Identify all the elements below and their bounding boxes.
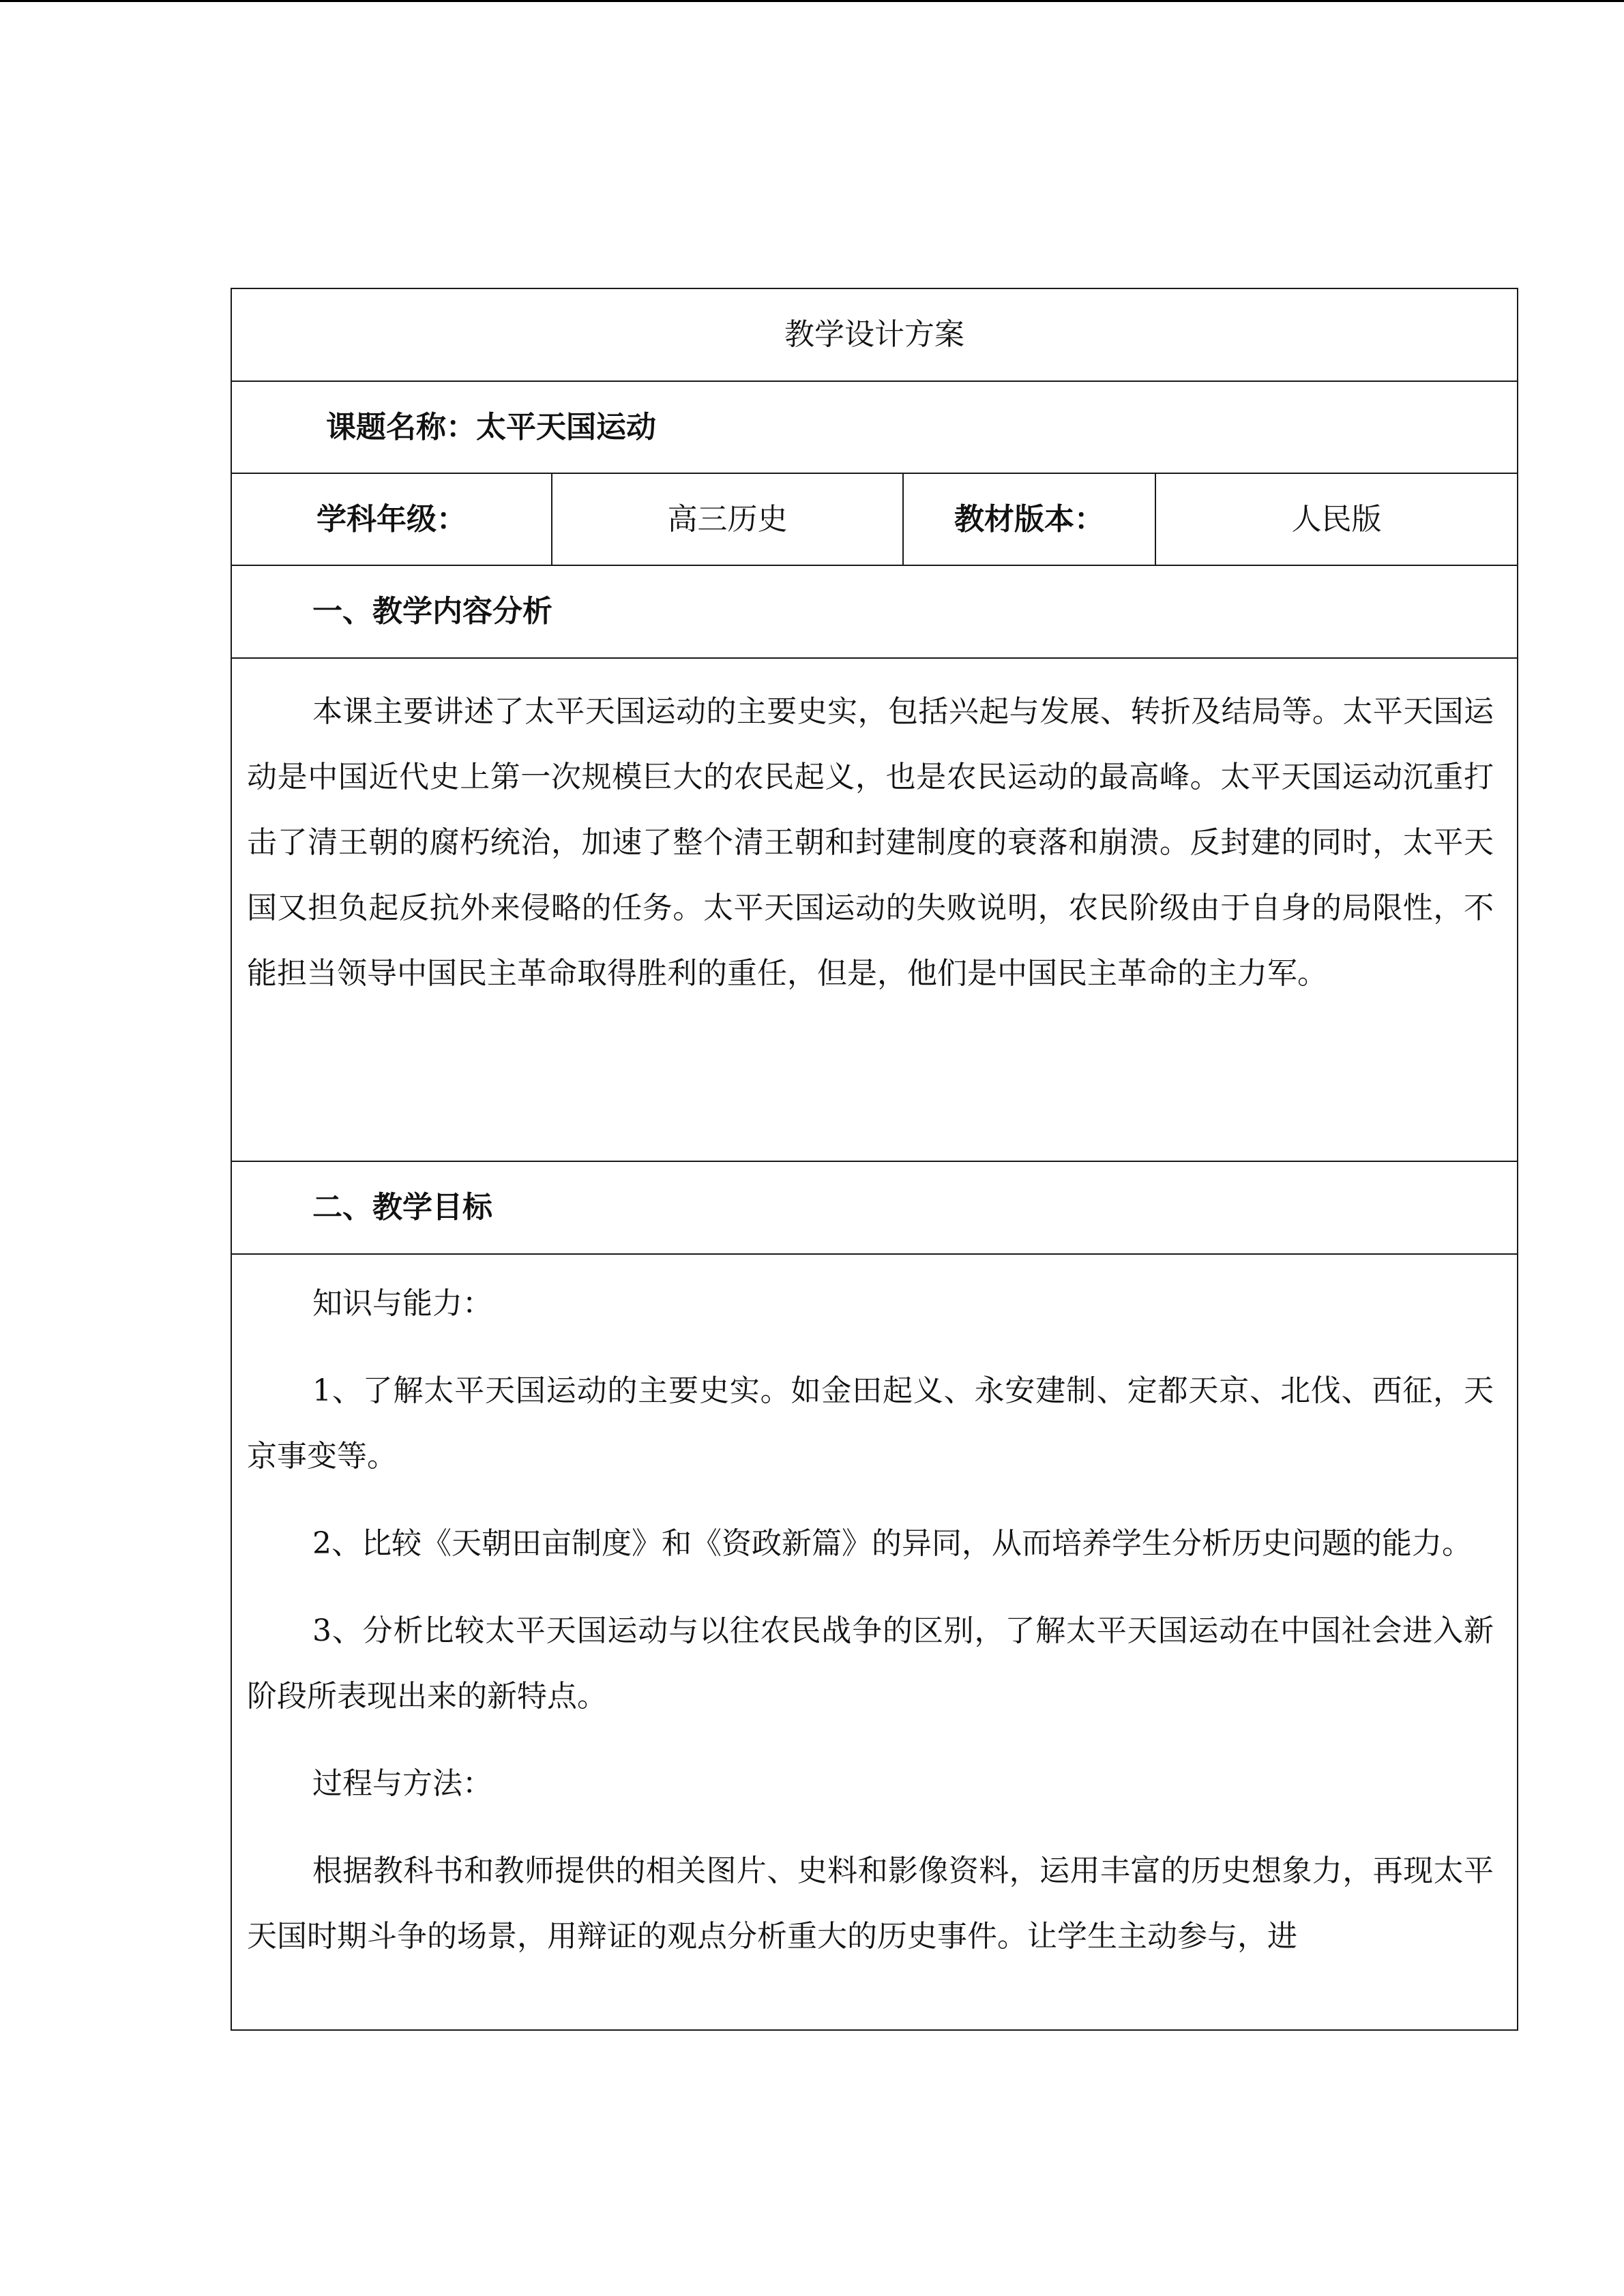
document-title: 教学设计方案 xyxy=(231,288,1518,381)
section2-body-row xyxy=(231,1254,1518,2030)
section2-heading-row xyxy=(231,1161,1518,1254)
objective-item-1: 1、了解太平天国运动的主要史实。如金田起义、永安建制、定都天京、北伐、西征，天京事变等。 xyxy=(247,1373,1494,1474)
section1-body xyxy=(231,658,1518,1161)
section1-heading-row xyxy=(231,565,1518,658)
objective-item-3: 3、分析比较太平天国运动与以往农民战争的区别，了解太平天国运动在中国社会进入新阶段所表现出来的新特点。 xyxy=(247,1613,1494,1714)
objective-item-2: 2、比较《天朝田亩制度》和《资政新篇》的异同，从而培养学生分析历史问题的能力。 xyxy=(312,1526,1472,1561)
section2-heading: 二、教学目标 xyxy=(231,1161,1518,1254)
subject-grade-value: 高三历史 xyxy=(552,473,903,565)
lesson-plan-table xyxy=(231,288,1518,2031)
section1-heading: 一、教学内容分析 xyxy=(231,565,1518,658)
title-row xyxy=(231,288,1518,381)
objective-subheading-process: 过程与方法： xyxy=(312,1766,492,1801)
topic-row xyxy=(231,381,1518,473)
subject-grade-label: 学科年级： xyxy=(231,473,552,565)
objective-process-text: 根据教科书和教师提供的相关图片、史料和影像资料，运用丰富的历史想象力，再现太平天国时期斗争的场景，用辩证的观点分析重大的历史事件。让学生主动参与，进 xyxy=(247,1853,1494,1954)
textbook-edition-value: 人民版 xyxy=(1155,473,1518,565)
content-analysis-paragraph: 本课主要讲述了太平天国运动的主要史实，包括兴起与发展、转折及结局等。太平天国运动是中国近代史上第一次规模巨大的农民起义，也是农民运动的最高峰。太平天国运动沉重打击了清王朝的腐朽统治，加速了整个清王朝和封建制度的衰落和崩溃。反封建的同时，太平天国又担负起反抗外来侵略的任务。太平天国运动的失败说明，农民阶级由于自身的局限性，不能担当领导中国民主革命取得胜利的重任，但是，他们是中国民主革命的主力军。 xyxy=(247,694,1494,991)
textbook-edition-label: 教材版本： xyxy=(903,473,1155,565)
section1-body-row xyxy=(231,658,1518,1161)
objective-subheading-knowledge: 知识与能力： xyxy=(312,1286,492,1321)
topic-name: 课题名称：太平天国运动 xyxy=(231,381,1518,473)
section2-body xyxy=(231,1254,1518,2030)
meta-row xyxy=(231,473,1518,565)
page-top-rule xyxy=(0,0,1624,2)
